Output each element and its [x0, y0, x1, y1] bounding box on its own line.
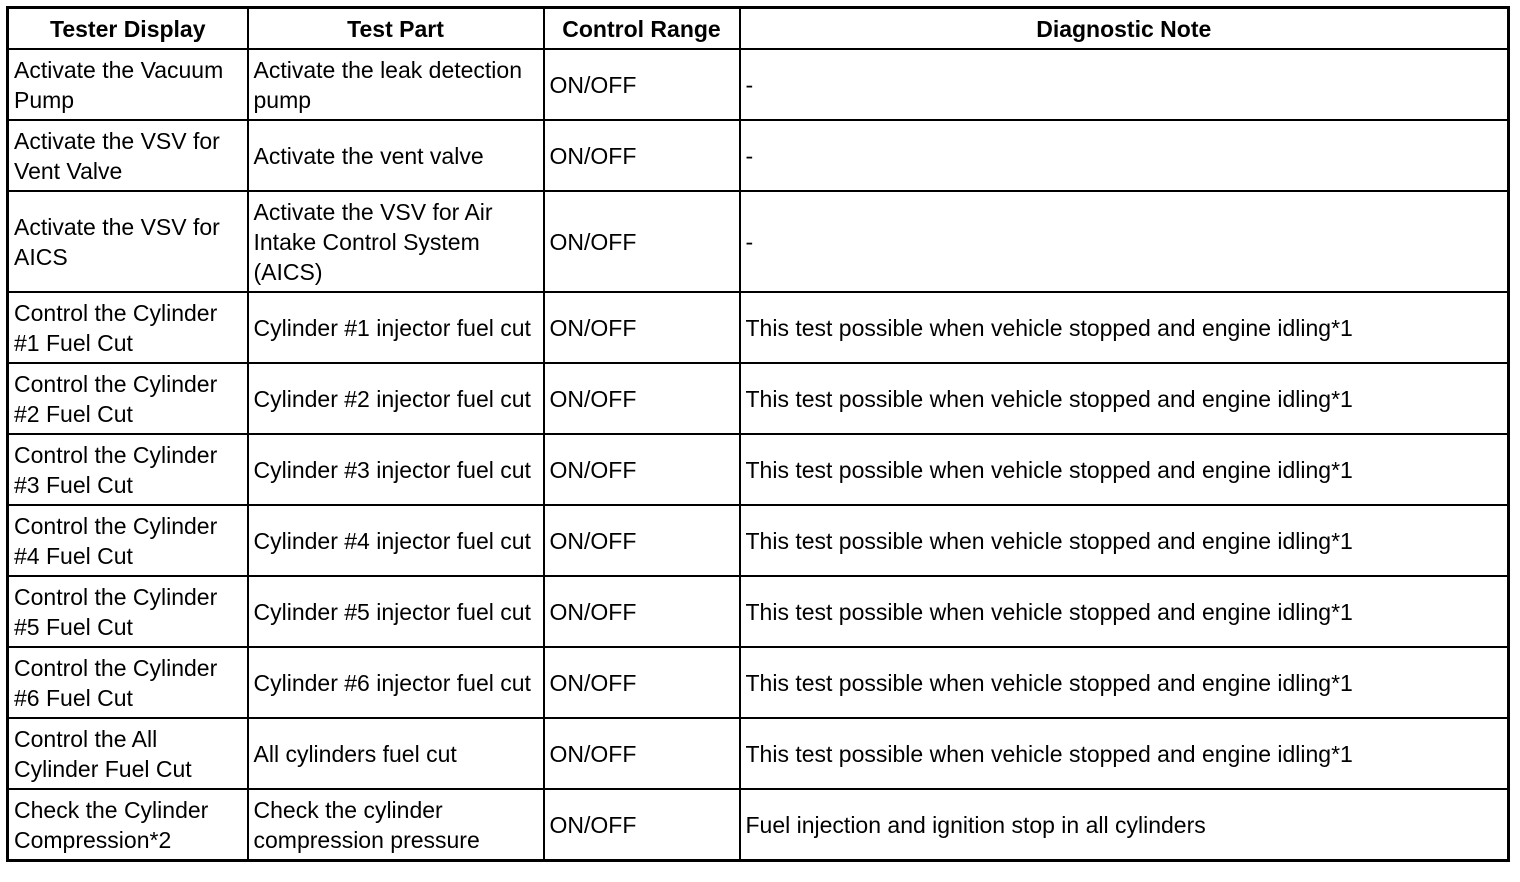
cell-control-range: ON/OFF	[544, 647, 740, 718]
table-row	[8, 292, 1509, 363]
table-row	[8, 363, 1509, 434]
cell-diagnostic-note: This test possible when vehicle stopped and engine idling*1	[740, 434, 1509, 505]
cell-diagnostic-note: This test possible when vehicle stopped and engine idling*1	[740, 576, 1509, 647]
table-row	[8, 120, 1509, 191]
cell-diagnostic-note: This test possible when vehicle stopped and engine idling*1	[740, 647, 1509, 718]
cell-test-part: Activate the vent valve	[248, 120, 544, 191]
cell-control-range: ON/OFF	[544, 120, 740, 191]
cell-tester-display: Activate the VSV for AICS	[8, 191, 248, 292]
cell-test-part: Activate the VSV for Air Intake Control System (AICS)	[248, 191, 544, 292]
table-row	[8, 191, 1509, 292]
cell-diagnostic-note: This test possible when vehicle stopped and engine idling*1	[740, 363, 1509, 434]
cell-tester-display: Control the Cylinder #6 Fuel Cut	[8, 647, 248, 718]
header-test-part: Test Part	[248, 8, 544, 50]
cell-test-part: Cylinder #1 injector fuel cut	[248, 292, 544, 363]
cell-tester-display: Control the Cylinder #2 Fuel Cut	[8, 363, 248, 434]
table-row	[8, 505, 1509, 576]
table-header-row	[8, 8, 1509, 50]
cell-tester-display: Check the Cylinder Compression*2	[8, 789, 248, 861]
table-row	[8, 647, 1509, 718]
header-tester-display: Tester Display	[8, 8, 248, 50]
cell-test-part: Cylinder #3 injector fuel cut	[248, 434, 544, 505]
cell-diagnostic-note: This test possible when vehicle stopped and engine idling*1	[740, 718, 1509, 789]
cell-control-range: ON/OFF	[544, 363, 740, 434]
cell-diagnostic-note: -	[740, 191, 1509, 292]
cell-test-part: Cylinder #5 injector fuel cut	[248, 576, 544, 647]
cell-diagnostic-note: This test possible when vehicle stopped and engine idling*1	[740, 505, 1509, 576]
cell-test-part: Activate the leak detection pump	[248, 49, 544, 120]
cell-test-part: Cylinder #6 injector fuel cut	[248, 647, 544, 718]
cell-diagnostic-note: This test possible when vehicle stopped and engine idling*1	[740, 292, 1509, 363]
cell-control-range: ON/OFF	[544, 191, 740, 292]
table-row	[8, 789, 1509, 861]
cell-tester-display: Control the Cylinder #3 Fuel Cut	[8, 434, 248, 505]
cell-tester-display: Control the Cylinder #4 Fuel Cut	[8, 505, 248, 576]
table-row	[8, 434, 1509, 505]
cell-diagnostic-note: -	[740, 120, 1509, 191]
cell-tester-display: Activate the Vacuum Pump	[8, 49, 248, 120]
cell-test-part: Cylinder #4 injector fuel cut	[248, 505, 544, 576]
cell-test-part: Check the cylinder compression pressure	[248, 789, 544, 861]
cell-control-range: ON/OFF	[544, 789, 740, 861]
header-control-range: Control Range	[544, 8, 740, 50]
cell-control-range: ON/OFF	[544, 434, 740, 505]
table-row	[8, 576, 1509, 647]
cell-control-range: ON/OFF	[544, 576, 740, 647]
cell-diagnostic-note: Fuel injection and ignition stop in all cylinders	[740, 789, 1509, 861]
cell-control-range: ON/OFF	[544, 292, 740, 363]
table-body	[8, 49, 1509, 861]
table-row	[8, 718, 1509, 789]
cell-tester-display: Control the Cylinder #5 Fuel Cut	[8, 576, 248, 647]
cell-tester-display: Control the Cylinder #1 Fuel Cut	[8, 292, 248, 363]
cell-control-range: ON/OFF	[544, 505, 740, 576]
cell-test-part: All cylinders fuel cut	[248, 718, 544, 789]
header-diagnostic-note: Diagnostic Note	[740, 8, 1509, 50]
cell-test-part: Cylinder #2 injector fuel cut	[248, 363, 544, 434]
cell-tester-display: Control the All Cylinder Fuel Cut	[8, 718, 248, 789]
cell-control-range: ON/OFF	[544, 718, 740, 789]
cell-control-range: ON/OFF	[544, 49, 740, 120]
active-test-table	[6, 6, 1510, 862]
cell-diagnostic-note: -	[740, 49, 1509, 120]
cell-tester-display: Activate the VSV for Vent Valve	[8, 120, 248, 191]
table-row	[8, 49, 1509, 120]
